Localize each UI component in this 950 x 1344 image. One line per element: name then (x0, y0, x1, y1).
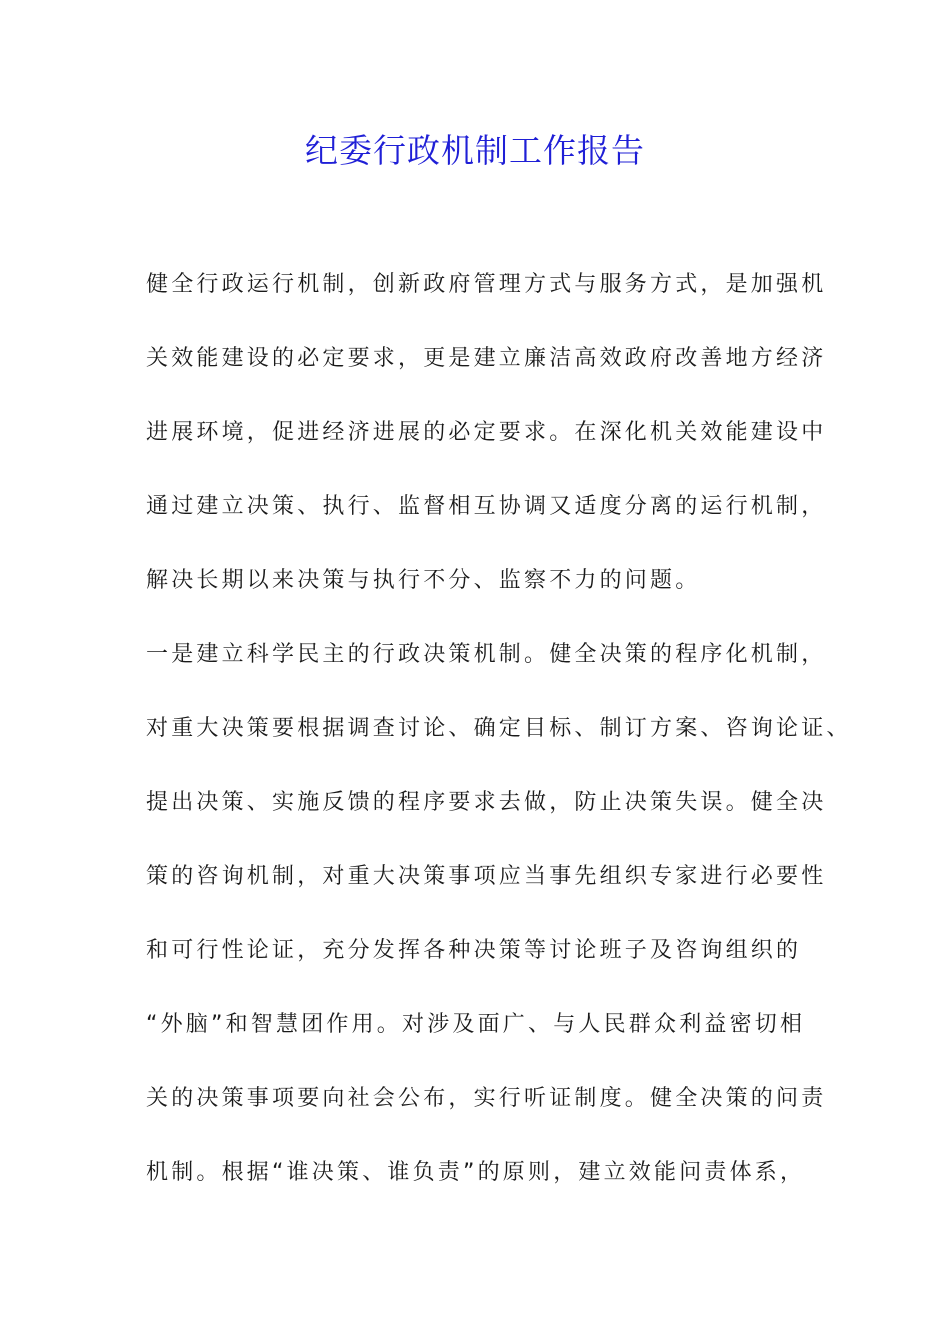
body-line: 通过建立决策、执行、监督相互协调又适度分离的运行机制， (146, 494, 827, 519)
document-body (146, 265, 852, 1227)
body-line: 提出决策、实施反馈的程序要求去做，防止决策失误。健全决 (146, 790, 827, 815)
body-line: 机制。根据“谁决策、谁负责”的原则，建立效能问责体系， (146, 1160, 806, 1185)
body-line: 关效能建设的必定要求，更是建立廉洁高效政府改善地方经济 (146, 346, 827, 371)
body-line: 健全行政运行机制，创新政府管理方式与服务方式，是加强机 (146, 272, 827, 297)
body-line: 解决长期以来决策与执行不分、监察不力的问题。 (146, 568, 701, 593)
body-line: 对重大决策要根据调查讨论、确定目标、制订方案、咨询论证、 (146, 716, 852, 741)
body-line: 关的决策事项要向社会公布，实行听证制度。健全决策的问责 (146, 1086, 827, 1111)
body-line: “外脑”和智慧团作用。对涉及面广、与人民群众利益密切相 (146, 1012, 806, 1037)
document-title: 纪委行政机制工作报告 (305, 131, 645, 170)
body-line: 进展环境，促进经济进展的必定要求。在深化机关效能建设中 (146, 420, 827, 445)
body-line: 和可行性论证，充分发挥各种决策等讨论班子及咨询组织的 (146, 938, 802, 963)
body-line: 策的咨询机制，对重大决策事项应当事先组织专家进行必要性 (146, 864, 827, 889)
body-line: 一是建立科学民主的行政决策机制。健全决策的程序化机制， (146, 642, 827, 667)
